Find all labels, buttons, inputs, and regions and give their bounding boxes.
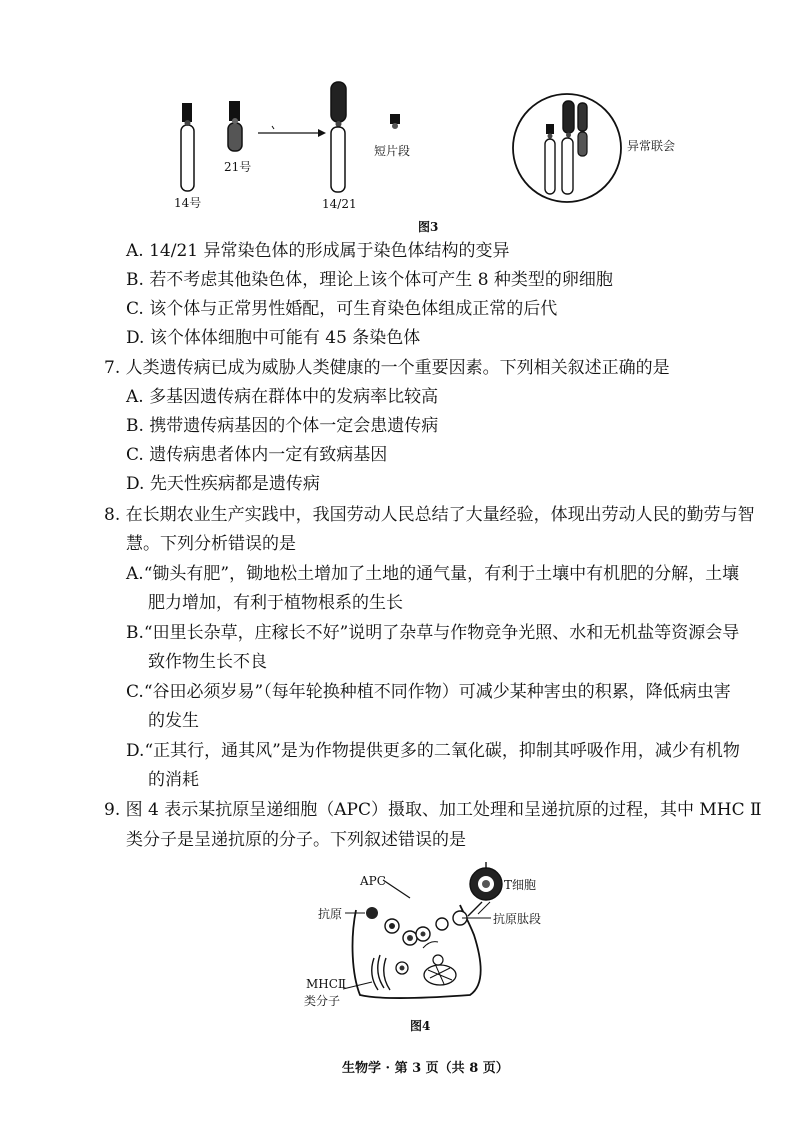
q8-option-c-cont: 的发生: [148, 711, 199, 731]
q6-option-a: A. 14/21 异常染色体的形成属于染色体结构的变异: [126, 241, 510, 261]
label-chromosome-14-21: 14/21: [322, 197, 357, 211]
q6-option-c: C. 该个体与正常男性婚配，可生育染色体组成正常的后代: [126, 299, 558, 319]
q9-stem-line-1: 9. 图 4 表示某抗原呈递细胞（APC）摄取、加工处理和呈递抗原的过程，其中 MHC Ⅱ: [104, 800, 762, 820]
q8-option-a: A.“锄头有肥”，锄地松土增加了土地的通气量，有利于土壤中有机肥的分解，土壤: [126, 564, 740, 584]
label-chromosome-21: 21号: [224, 160, 252, 174]
page-footer: 生物学 · 第 3 页（共 8 页）: [342, 1061, 509, 1076]
q8-stem-line-1: 8. 在长期农业生产实践中，我国劳动人民总结了大量经验，体现出劳动人民的勤劳与智: [104, 505, 755, 525]
q8-option-a-cont: 肥力增加，有利于植物根系的生长: [148, 593, 403, 613]
label-apc: APC: [360, 874, 386, 888]
q9-stem-line-2: 类分子是呈递抗原的分子。下列叙述错误的是: [126, 830, 466, 850]
label-chromosome-14: 14号: [174, 196, 202, 210]
q8-option-b: B.“田里长杂草，庄稼长不好”说明了杂草与作物竞争光照、水和无机盐等资源会导: [126, 623, 740, 643]
t-cell-icon: [468, 862, 502, 916]
label-antigen-peptide: 抗原肽段: [493, 912, 542, 926]
q7-option-a: A. 多基因遗传病在群体中的发病率比较高: [126, 387, 439, 407]
q8-option-d: D.“正其行，通其风”是为作物提供更多的二氧化碳，抑制其呼吸作用，减少有机物: [126, 741, 740, 761]
label-abnormal-synapsis: 异常联会: [627, 139, 676, 153]
q6-option-b: B. 若不考虑其他染色体，理论上该个体可产生 8 种类型的卵细胞: [126, 270, 613, 290]
q6-option-d: D. 该个体体细胞中可能有 45 条染色体: [126, 328, 421, 348]
q8-stem-line-2: 慧。下列分析错误的是: [126, 534, 296, 554]
q7-option-d: D. 先天性疾病都是遗传病: [126, 474, 320, 494]
q8-option-d-cont: 的消耗: [148, 770, 199, 790]
q7-option-b: B. 携带遗传病基因的个体一定会患遗传病: [126, 416, 439, 436]
q8-option-b-cont: 致作物生长不良: [148, 652, 267, 672]
q7-stem: 7. 人类遗传病已成为威胁人类健康的一个重要因素。下列相关叙述正确的是: [104, 358, 670, 378]
antigen-icon: [366, 907, 378, 919]
label-mhc-ii-line-1: MHCⅡ: [306, 977, 347, 991]
label-antigen: 抗原: [318, 907, 343, 921]
label-short-fragment: 短片段: [374, 144, 411, 158]
label-mhc-ii-line-2: 类分子: [304, 994, 341, 1008]
q7-option-c: C. 遗传病患者体内一定有致病基因: [126, 445, 388, 465]
figure-3-caption: 图3: [418, 220, 439, 234]
er-golgi-icon: [372, 955, 456, 990]
figure-4-caption: 图4: [410, 1019, 431, 1033]
label-t-cell: T细胞: [504, 878, 537, 892]
q8-option-c: C.“谷田必须岁易”（每年轮换种植不同作物）可减少某种害虫的积累，降低病虫害: [126, 682, 731, 702]
